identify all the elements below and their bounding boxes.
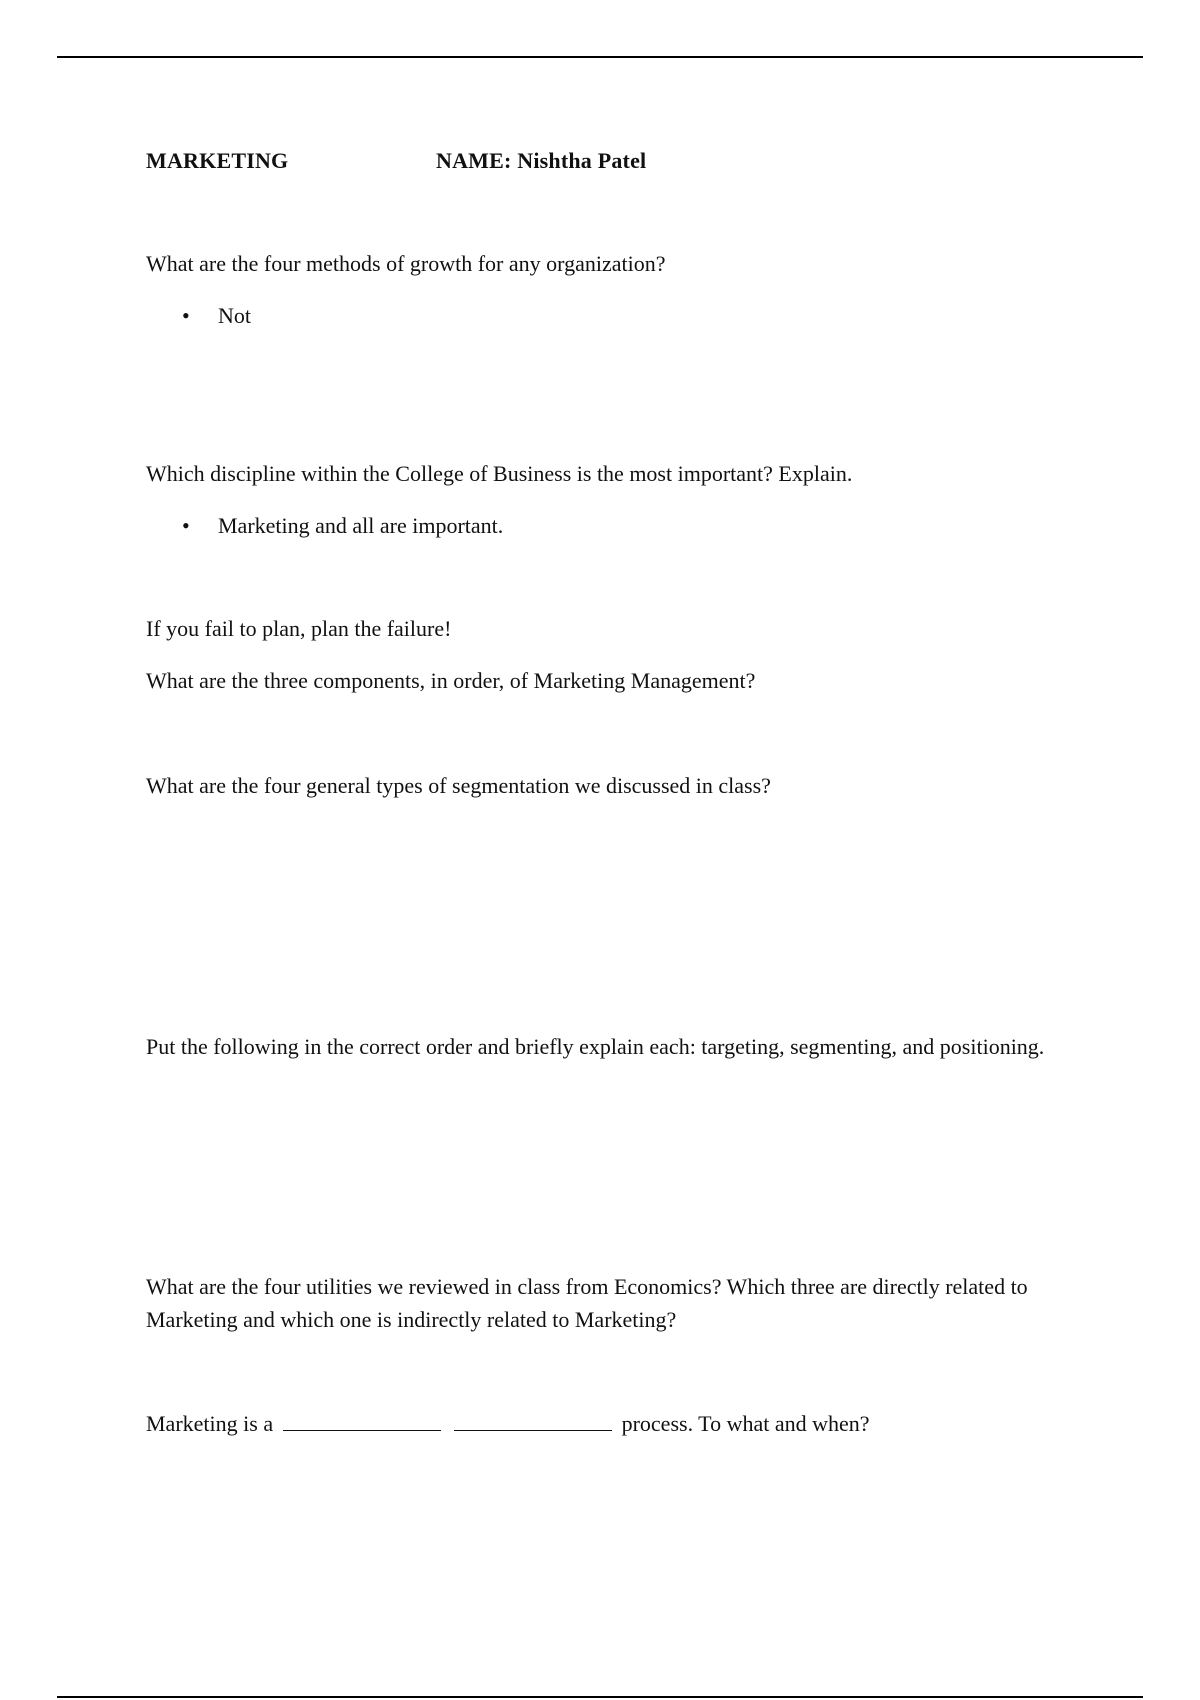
blank-line-1[interactable] [283,1410,441,1431]
question-growth-methods: What are the four methods of growth for any organization? [146,251,666,276]
question-marketing-management: What are the three components, in order, of Marketing Management? [146,668,756,693]
answer-important-discipline [182,509,503,542]
statement-plan: If you fail to plan, plan the failure! [146,616,452,641]
answer-growth-methods [182,299,251,332]
answer-text: Marketing and all are important. [218,513,504,538]
question-stp-order: Put the following in the correct order and briefly explain each: targeting, segmenting, and positioning. [146,1034,1045,1059]
answer-text: Not [218,303,251,328]
student-name: NAME: Nishtha Patel [436,148,647,173]
bullet-icon: • [182,513,190,538]
top-rule [57,56,1143,58]
question-utilities: What are the four utilities we reviewed in class from Economics? Which three are directly related to Marketing and which one is indirectly related to Marketing? [146,1274,1028,1332]
fill-in-suffix: process. To what and when? [621,1411,870,1436]
blank-line-2[interactable] [454,1410,612,1431]
bullet-icon: • [182,303,190,328]
question-segmentation-types: What are the four general types of segmentation we discussed in class? [146,773,771,798]
bottom-rule [57,1696,1143,1698]
course-title: MARKETING [146,148,289,173]
fill-in-prefix: Marketing is a [146,1411,274,1436]
question-important-discipline: Which discipline within the College of Business is the most important? Explain. [146,461,853,486]
question-fill-in-process [146,1407,870,1440]
